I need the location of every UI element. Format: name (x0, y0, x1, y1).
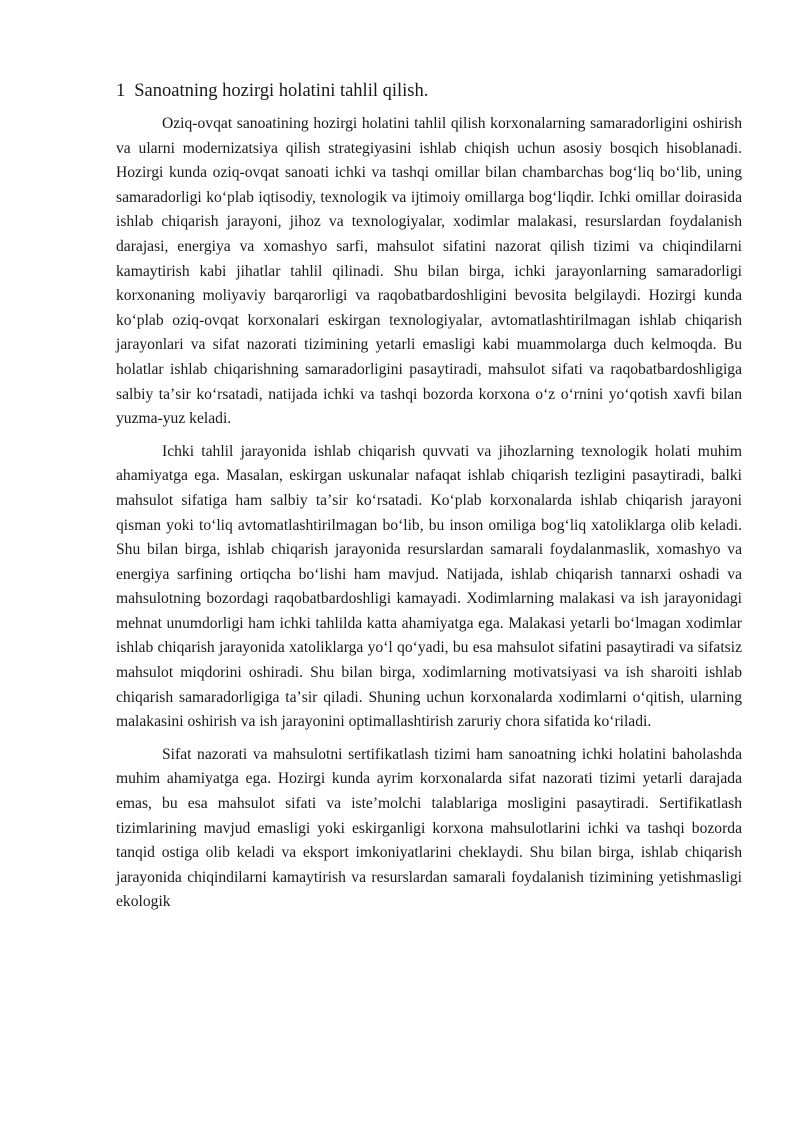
document-body (116, 80, 742, 923)
paragraph: Ichki tahlil jarayonida ishlab chiqarish quvvati va jihozlarning texnologik holati muhim ahamiyatga ega. Masalan, eskirgan uskunalar nafaqat ishlab chiqarish tezligini pasaytiradi, balki mahsulot sifatiga ham salbiy taʼsir koʻrsatadi. Koʻplab korxonalarda ishlab chiqarish jarayoni qisman yoki toʻliq avtomatlashtirilmagan boʻlib, bu inson omiliga bogʻliq xatoliklarga olib keladi. Shu bilan birga, ishlab chiqarish jarayonida resurslardan samarali foydalanmaslik, xomashyo va energiya sarfining ortiqcha boʻlishi ham mavjud. Natijada, ishlab chiqarish tannarxi oshadi va mahsulotning bozordagi raqobatbardoshligi kamayadi. Xodimlarning malakasi va ish jarayonidagi mehnat unumdorligi ham ichki tahlilda katta ahamiyatga ega. Malakasi yetarli boʻlmagan xodimlar ishlab chiqarish jarayonida xatoliklarga yoʻl qoʻyadi, bu esa mahsulot sifatini pasaytiradi va sifatsiz mahsulot miqdorini oshiradi. Shu bilan birga, xodimlarning motivatsiyasi va ish sharoiti ishlab chiqarish samaradorligiga taʼsir qiladi. Shuning uchun korxonalarda xodimlarni oʻqitish, ularning malakasini oshirish va ish jarayonini optimallashtirish zaruriy chora sifatida koʻriladi. (116, 442, 742, 731)
section-heading (116, 80, 742, 102)
section-title: Sanoatning hozirgi holatini tahlil qilish. (134, 81, 429, 101)
section-number: 1 (116, 81, 126, 101)
paragraph: Sifat nazorati va mahsulotni sertifikatlash tizimi ham sanoatning ichki holatini baholashda muhim ahamiyatga ega. Hozirgi kunda ayrim korxonalarda sifat nazorati tizimi yetarli darajada emas, bu esa mahsulot sifati va isteʼmolchi talablariga mosligini pasaytiradi. Sertifikatlash tizimlarining mavjud emasligi yoki eskirganligi korxona mahsulotlarini ichki va tashqi bozorda tanqid ostiga olib keladi va eksport imkoniyatlarini cheklaydi. Shu bilan birga, ishlab chiqarish jarayonida chiqindilarni kamaytirish va resurslardan samarali foydalanish tizimining yetishmasligi ekologik (116, 745, 742, 911)
paragraph: Oziq-ovqat sanoatining hozirgi holatini tahlil qilish korxonalarning samaradorligini oshirish va ularni modernizatsiya qilish strategiyasini ishlab chiqish uchun asosiy bosqich hisoblanadi. Hozirgi kunda oziq-ovqat sanoati ichki va tashqi omillar bilan chambarchas bogʻliq boʻlib, uning samaradorligi koʻplab iqtisodiy, texnologik va ijtimoiy omillarga bogʻliqdir. Ichki omillar doirasida ishlab chiqarish jarayoni, jihoz va texnologiyalar, xodimlar malakasi, resurslardan foydalanish darajasi, energiya va xomashyo sarfi, mahsulot sifatini nazorat qilish tizimi va chiqindilarni kamaytirish kabi jihatlar tahlil qilinadi. Shu bilan birga, ichki jarayonlarning samaradorligi korxonaning moliyaviy barqarorligi va raqobatbardoshligini bevosita belgilaydi. Hozirgi kunda koʻplab oziq-ovqat korxonalari eskirgan texnologiyalar, avtomatlashtirilmagan ishlab chiqarish jarayonlari va sifat nazorati tizimining yetarli emasligi kabi muammolarga duch kelmoqda. Bu holatlar ishlab chiqarishning samaradorligini pasaytiradi, mahsulot sifati va raqobatbardoshligiga salbiy taʼsir koʻrsatadi, natijada ichki va tashqi bozorda korxona oʻz oʻrnini yoʻqotish xavfi bilan yuzma-yuz keladi. (116, 115, 742, 428)
